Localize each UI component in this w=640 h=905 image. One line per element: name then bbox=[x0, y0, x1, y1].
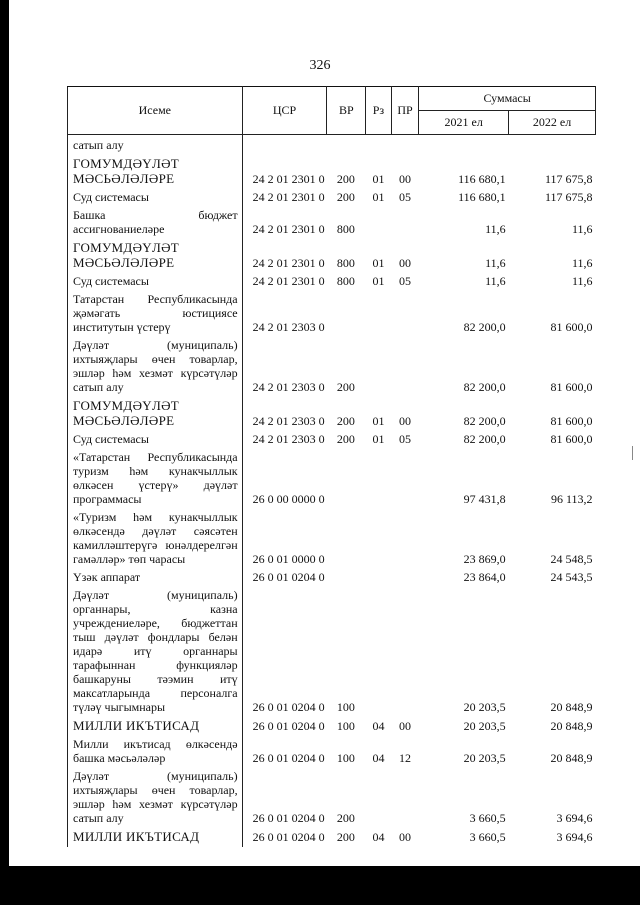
row-amount-2021: 20 203,5 bbox=[463, 700, 506, 714]
row-vr: 100 bbox=[336, 700, 355, 714]
row-rz: 01 bbox=[372, 274, 385, 288]
row-pr bbox=[391, 768, 419, 828]
row-name: Дәүләт (муниципаль) органнары, казна учреждениеләре, бюджеттан тыш дәүләт фондлары белән идарә итү органнары тарафыннан функцияләр башкаруны тәэмин итү максатларында персоналга түләү чыгымнары bbox=[68, 587, 243, 717]
row-amount-2021: 20 203,5 bbox=[463, 719, 506, 733]
row-amount-2021: 11,6 bbox=[485, 222, 506, 236]
table-body bbox=[68, 135, 596, 848]
row-amount-2021: 3 660,5 bbox=[469, 830, 506, 844]
row-amount-2021: 3 660,5 bbox=[469, 811, 506, 825]
row-amount-2021: 82 200,0 bbox=[463, 320, 506, 334]
row-amount-2022: 81 600,0 bbox=[550, 414, 593, 428]
row-amount-2021: 20 203,5 bbox=[463, 751, 506, 765]
table-row bbox=[68, 509, 596, 569]
table-row bbox=[68, 587, 596, 717]
row-rz: 04 bbox=[372, 830, 385, 844]
row-vr: 200 bbox=[336, 811, 355, 825]
row-pr: 00 bbox=[399, 172, 411, 186]
table-row bbox=[68, 189, 596, 207]
row-amount-2021: 23 869,0 bbox=[463, 552, 506, 566]
row-amount-2021: 82 200,0 bbox=[463, 432, 506, 446]
row-csr: 24 2 01 2301 0 bbox=[252, 274, 325, 288]
row-rz bbox=[366, 337, 392, 397]
row-vr: 200 bbox=[336, 432, 355, 446]
row-rz: 04 bbox=[372, 719, 385, 733]
header-sums: Суммасы bbox=[419, 87, 596, 111]
row-pr bbox=[391, 337, 419, 397]
row-amount-2022: 117 675,8 bbox=[544, 190, 593, 204]
row-pr: 05 bbox=[399, 274, 411, 288]
row-amount-2021: 116 680,1 bbox=[458, 190, 506, 204]
row-csr: 24 2 01 2303 0 bbox=[252, 432, 325, 446]
row-csr: 26 0 01 0204 0 bbox=[252, 700, 325, 714]
row-amount-2021 bbox=[419, 135, 509, 156]
page-number: 326 bbox=[309, 58, 331, 73]
row-amount-2022: 20 848,9 bbox=[550, 751, 593, 765]
row-csr: 26 0 01 0204 0 bbox=[252, 570, 325, 584]
row-name: «Туризм һәм кунакчыллык өлкәсендә дәүләт сәясәтен камилләштерүгә юнәлдерелгән гамәлләр» төп чарасы bbox=[68, 509, 243, 569]
row-rz bbox=[366, 449, 392, 509]
row-vr bbox=[327, 135, 366, 156]
scan-left-border bbox=[0, 0, 9, 905]
table-row bbox=[68, 207, 596, 239]
row-name: сатып алу bbox=[68, 135, 243, 156]
row-pr bbox=[391, 207, 419, 239]
row-name: Үзәк аппарат bbox=[68, 569, 243, 587]
row-csr: 24 2 01 2301 0 bbox=[252, 222, 325, 236]
scan-bottom-border bbox=[0, 866, 640, 905]
table-row bbox=[68, 569, 596, 587]
header-csr: ЦСР bbox=[242, 87, 327, 135]
table-row bbox=[68, 337, 596, 397]
header-name: Исеме bbox=[68, 87, 243, 135]
row-name: «Татарстан Республикасында туризм һәм кунакчыллык өлкәсен үстерү» дәүләт программасы bbox=[68, 449, 243, 509]
row-amount-2021: 97 431,8 bbox=[463, 492, 506, 506]
row-amount-2022: 3 694,6 bbox=[556, 811, 593, 825]
row-rz bbox=[366, 291, 392, 337]
header-rz: Рз bbox=[366, 87, 392, 135]
row-vr: 200 bbox=[336, 380, 355, 394]
row-name: Милли икътисад өлкәсендә башка мәсьәләләр bbox=[68, 736, 243, 768]
row-rz bbox=[366, 569, 392, 587]
row-rz bbox=[366, 509, 392, 569]
row-csr: 26 0 01 0204 0 bbox=[252, 830, 325, 844]
row-rz bbox=[366, 207, 392, 239]
row-name: Дәүләт (муниципаль) ихтыяҗлары өчен товарлар, эшләр һәм хезмәт күрсәтүләр сатып алу bbox=[68, 768, 243, 828]
row-amount-2022: 24 543,5 bbox=[550, 570, 593, 584]
row-name: Суд системасы bbox=[68, 273, 243, 291]
row-vr bbox=[327, 569, 366, 587]
row-pr bbox=[391, 587, 419, 717]
row-pr bbox=[391, 291, 419, 337]
row-rz bbox=[366, 768, 392, 828]
row-rz: 01 bbox=[372, 256, 385, 270]
table-row bbox=[68, 291, 596, 337]
row-csr: 26 0 00 0000 0 bbox=[252, 492, 325, 506]
row-vr: 200 bbox=[336, 172, 355, 186]
row-amount-2021: 11,6 bbox=[485, 256, 506, 270]
row-pr: 00 bbox=[399, 719, 411, 733]
table-row bbox=[68, 397, 596, 431]
row-csr: 24 2 01 2303 0 bbox=[252, 414, 325, 428]
scan-speck bbox=[632, 446, 633, 460]
row-amount-2022: 3 694,6 bbox=[556, 830, 593, 844]
row-pr: 05 bbox=[399, 190, 411, 204]
row-name: Дәүләт (муниципаль) ихтыяҗлары өчен товарлар, эшләр һәм хезмәт күрсәтүләр сатып алу bbox=[68, 337, 243, 397]
header-vr: ВР bbox=[327, 87, 366, 135]
row-name: Башка бюджет ассигнованиеләре bbox=[68, 207, 243, 239]
row-csr: 26 0 01 0204 0 bbox=[252, 811, 325, 825]
table-row bbox=[68, 135, 596, 156]
row-pr bbox=[391, 509, 419, 569]
row-rz: 01 bbox=[372, 414, 385, 428]
row-pr bbox=[391, 135, 419, 156]
table-row bbox=[68, 717, 596, 736]
table-row bbox=[68, 273, 596, 291]
row-name: Татарстан Республикасында җәмәгать юстициясе институтын үстерү bbox=[68, 291, 243, 337]
row-csr: 26 0 01 0000 0 bbox=[252, 552, 325, 566]
budget-table bbox=[67, 86, 596, 847]
row-amount-2021: 116 680,1 bbox=[458, 172, 506, 186]
row-vr: 200 bbox=[336, 830, 355, 844]
row-vr: 800 bbox=[336, 256, 355, 270]
row-pr: 00 bbox=[399, 256, 411, 270]
header-pr: ПР bbox=[391, 87, 419, 135]
row-amount-2021: 82 200,0 bbox=[463, 414, 506, 428]
row-pr: 05 bbox=[399, 432, 411, 446]
row-name: Суд системасы bbox=[68, 189, 243, 207]
row-rz bbox=[366, 135, 392, 156]
row-vr bbox=[327, 291, 366, 337]
row-rz: 01 bbox=[372, 432, 385, 446]
row-rz bbox=[366, 587, 392, 717]
row-csr: 24 2 01 2303 0 bbox=[252, 380, 325, 394]
row-name: ГОМУМДӘҮЛӘТ МӘСЬӘЛӘЛӘРЕ bbox=[68, 239, 243, 273]
row-vr: 200 bbox=[336, 190, 355, 204]
row-vr: 200 bbox=[336, 414, 355, 428]
row-amount-2022: 117 675,8 bbox=[544, 172, 593, 186]
header-year-2022: 2022 ел bbox=[509, 111, 596, 135]
row-amount-2021: 82 200,0 bbox=[463, 380, 506, 394]
row-csr: 26 0 01 0204 0 bbox=[252, 719, 325, 733]
row-pr bbox=[391, 569, 419, 587]
row-name: Суд системасы bbox=[68, 431, 243, 449]
row-amount-2021: 23 864,0 bbox=[463, 570, 506, 584]
row-name: ГОМУМДӘҮЛӘТ МӘСЬӘЛӘЛӘРЕ bbox=[68, 155, 243, 189]
row-rz: 04 bbox=[372, 751, 385, 765]
row-csr: 26 0 01 0204 0 bbox=[252, 751, 325, 765]
row-vr bbox=[327, 509, 366, 569]
row-csr: 24 2 01 2303 0 bbox=[252, 320, 325, 334]
row-vr: 100 bbox=[336, 719, 355, 733]
row-vr: 800 bbox=[336, 222, 355, 236]
row-amount-2022: 11,6 bbox=[571, 256, 593, 270]
row-amount-2022: 20 848,9 bbox=[550, 700, 593, 714]
row-amount-2022: 20 848,9 bbox=[550, 719, 593, 733]
row-pr: 00 bbox=[399, 414, 411, 428]
row-pr: 12 bbox=[399, 751, 411, 765]
table-row bbox=[68, 431, 596, 449]
table-row bbox=[68, 736, 596, 768]
row-csr bbox=[242, 135, 327, 156]
table-row bbox=[68, 449, 596, 509]
row-name: ГОМУМДӘҮЛӘТ МӘСЬӘЛӘЛӘРЕ bbox=[68, 397, 243, 431]
row-vr bbox=[327, 449, 366, 509]
row-name: МИЛЛИ ИКЪТИСАД bbox=[68, 828, 243, 847]
row-amount-2022: 81 600,0 bbox=[550, 380, 593, 394]
row-vr: 100 bbox=[336, 751, 355, 765]
table-row bbox=[68, 239, 596, 273]
row-csr: 24 2 01 2301 0 bbox=[252, 256, 325, 270]
row-amount-2022 bbox=[509, 135, 596, 156]
row-amount-2022: 11,6 bbox=[571, 222, 593, 236]
row-amount-2022: 96 113,2 bbox=[550, 492, 593, 506]
row-csr: 24 2 01 2301 0 bbox=[252, 190, 325, 204]
row-pr bbox=[391, 449, 419, 509]
row-amount-2021: 11,6 bbox=[485, 274, 506, 288]
table-row bbox=[68, 828, 596, 847]
table-row bbox=[68, 155, 596, 189]
row-vr: 800 bbox=[336, 274, 355, 288]
header-year-2021: 2021 ел bbox=[419, 111, 509, 135]
row-amount-2022: 81 600,0 bbox=[550, 320, 593, 334]
row-amount-2022: 24 548,5 bbox=[550, 552, 593, 566]
row-rz: 01 bbox=[372, 190, 385, 204]
row-rz: 01 bbox=[372, 172, 385, 186]
row-csr: 24 2 01 2301 0 bbox=[252, 172, 325, 186]
row-pr: 00 bbox=[399, 830, 411, 844]
row-amount-2022: 11,6 bbox=[571, 274, 593, 288]
table-row bbox=[68, 768, 596, 828]
row-name: МИЛЛИ ИКЪТИСАД bbox=[68, 717, 243, 736]
row-amount-2022: 81 600,0 bbox=[550, 432, 593, 446]
